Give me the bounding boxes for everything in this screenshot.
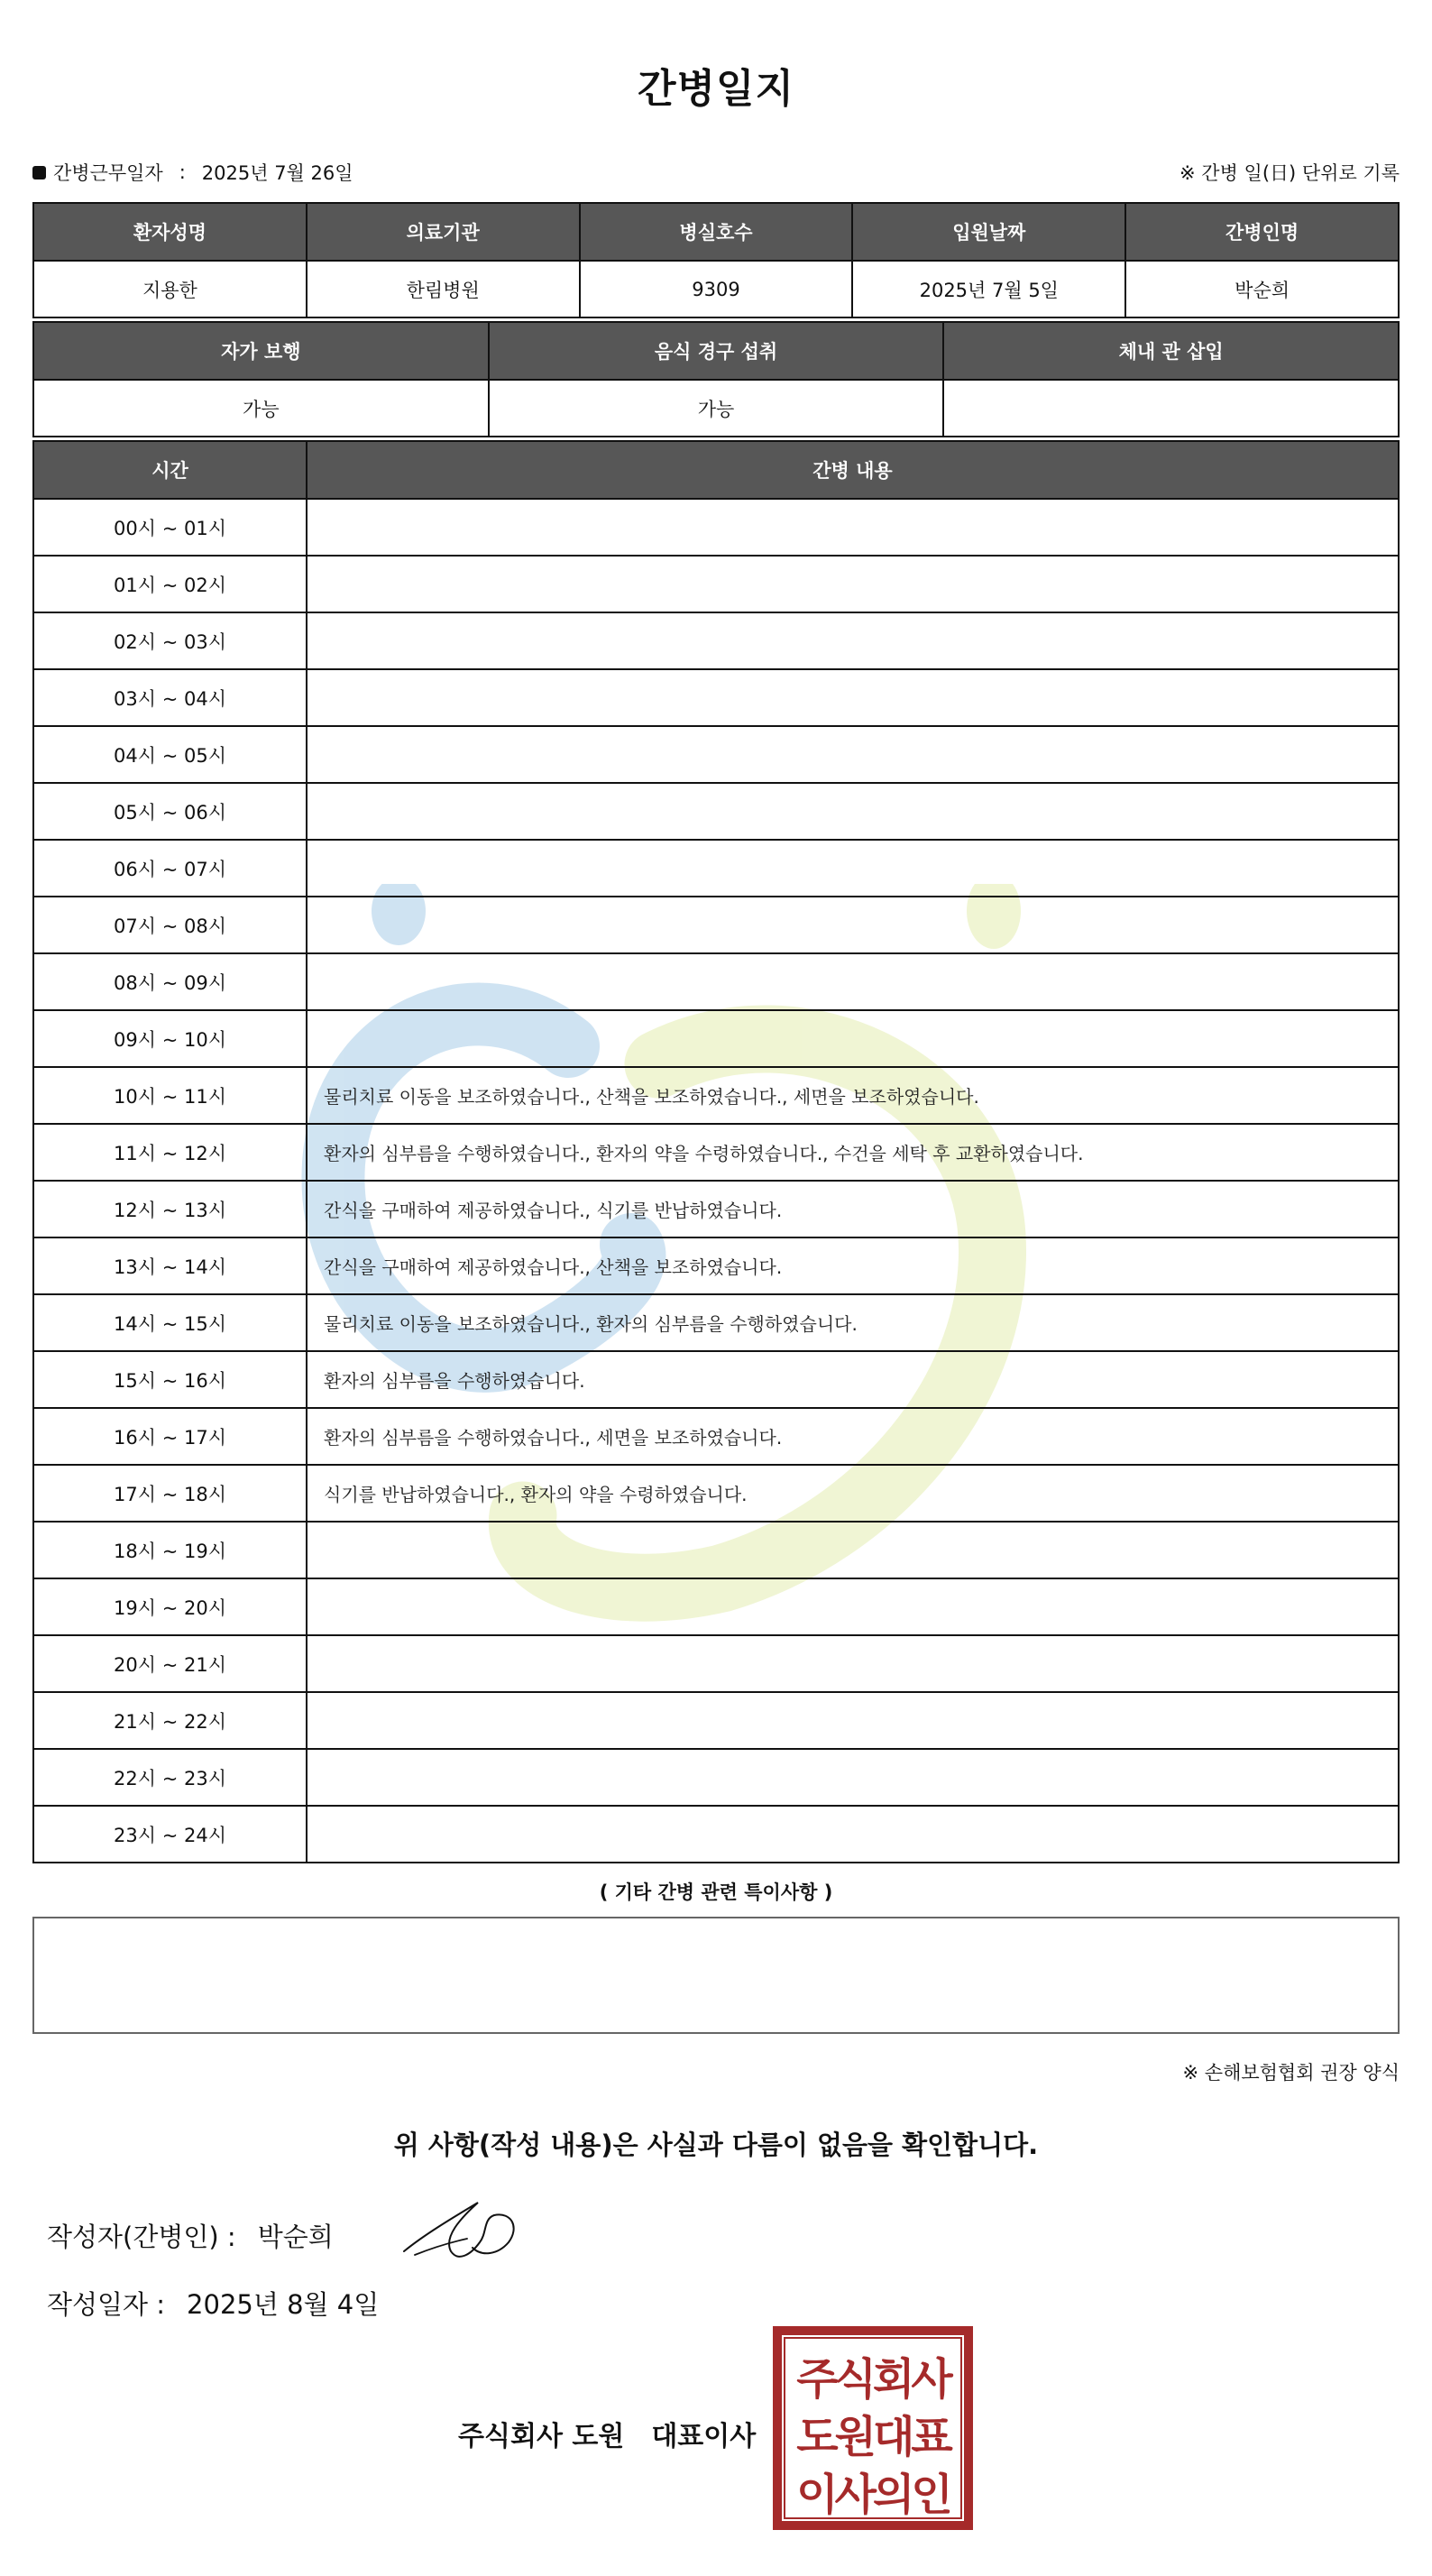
table-row xyxy=(33,1067,1399,1124)
header-care-content: 간병 내용 xyxy=(307,441,1399,499)
time-slot: 06시 ~ 07시 xyxy=(33,840,307,897)
care-content: 간식을 구매하여 제공하였습니다., 산책을 보조하였습니다. xyxy=(307,1237,1399,1294)
care-content: 환자의 심부름을 수행하였습니다., 환자의 약을 수령하였습니다., 수건을 세탁 후 교환하였습니다. xyxy=(307,1124,1399,1181)
care-content xyxy=(307,897,1399,953)
work-date-label: 간병근무일자 xyxy=(53,162,163,184)
time-slot: 20시 ~ 21시 xyxy=(33,1635,307,1692)
care-content xyxy=(307,1635,1399,1692)
patient-info-table xyxy=(32,202,1400,318)
table-row xyxy=(33,612,1399,669)
written-date-label: 작성일자 : xyxy=(47,2289,166,2320)
patient-name: 지용한 xyxy=(33,261,307,317)
time-slot: 00시 ~ 01시 xyxy=(33,499,307,556)
care-content xyxy=(307,669,1399,726)
company-seal xyxy=(772,2325,974,2531)
table-row xyxy=(33,1010,1399,1067)
table-row xyxy=(33,1578,1399,1635)
care-content xyxy=(307,612,1399,669)
time-slot: 08시 ~ 09시 xyxy=(33,953,307,1010)
care-content xyxy=(307,783,1399,840)
time-slot: 12시 ~ 13시 xyxy=(33,1181,307,1237)
header-patient-name: 환자성명 xyxy=(33,203,307,261)
care-content xyxy=(307,1692,1399,1749)
header-caregiver-name: 간병인명 xyxy=(1125,203,1399,261)
table-row xyxy=(33,1465,1399,1522)
table-row xyxy=(33,1124,1399,1181)
table-row xyxy=(33,783,1399,840)
header-row xyxy=(33,441,1399,499)
care-content: 물리치료 이동을 보조하였습니다., 산책을 보조하였습니다., 세면을 보조하였습니다. xyxy=(307,1067,1399,1124)
author-label: 작성자(간병인) : xyxy=(47,2222,236,2252)
author-name: 박순희 xyxy=(257,2222,334,2252)
author-row xyxy=(47,2217,334,2254)
table-row xyxy=(33,1351,1399,1408)
time-slot: 02시 ~ 03시 xyxy=(33,612,307,669)
table-row xyxy=(33,669,1399,726)
remarks-title: ( 기타 간병 관련 특이사항 ) xyxy=(599,1881,833,1903)
table-row xyxy=(33,499,1399,556)
time-slot: 22시 ~ 23시 xyxy=(33,1749,307,1806)
care-content xyxy=(307,1806,1399,1863)
header-room-number: 병실호수 xyxy=(580,203,853,261)
care-content xyxy=(307,1749,1399,1806)
table-row xyxy=(33,1408,1399,1465)
seal-text-line: 이사의인 xyxy=(796,2470,950,2520)
care-content xyxy=(307,556,1399,612)
care-log-body xyxy=(33,499,1399,1863)
time-slot: 17시 ~ 18시 xyxy=(33,1465,307,1522)
care-content xyxy=(307,1522,1399,1578)
table-row xyxy=(33,1692,1399,1749)
patient-ability-table xyxy=(32,321,1400,437)
table-row xyxy=(33,726,1399,783)
table-row xyxy=(33,1806,1399,1863)
care-content xyxy=(307,953,1399,1010)
header-hospital: 의료기관 xyxy=(307,203,580,261)
time-slot: 11시 ~ 12시 xyxy=(33,1124,307,1181)
header-oral-intake: 음식 경구 섭취 xyxy=(489,322,944,380)
care-content: 환자의 심부름을 수행하였습니다. xyxy=(307,1351,1399,1408)
signature xyxy=(397,2192,523,2264)
care-content: 환자의 심부름을 수행하였습니다., 세면을 보조하였습니다. xyxy=(307,1408,1399,1465)
time-slot: 16시 ~ 17시 xyxy=(33,1408,307,1465)
colon: : xyxy=(179,161,186,183)
time-slot: 03시 ~ 04시 xyxy=(33,669,307,726)
company-signature-line xyxy=(458,2414,756,2453)
seal-text-line: 주식회사 xyxy=(796,2354,950,2405)
written-date: 2025년 8월 4일 xyxy=(187,2289,380,2320)
header-self-walking: 자가 보행 xyxy=(33,322,489,380)
care-content xyxy=(307,726,1399,783)
value-row xyxy=(33,261,1399,317)
time-slot: 23시 ~ 24시 xyxy=(33,1806,307,1863)
time-slot: 01시 ~ 02시 xyxy=(33,556,307,612)
time-slot: 10시 ~ 11시 xyxy=(33,1067,307,1124)
header-row xyxy=(33,203,1399,261)
time-slot: 04시 ~ 05시 xyxy=(33,726,307,783)
company-name: 주식회사 도원 xyxy=(458,2421,625,2452)
table-row xyxy=(33,953,1399,1010)
record-unit-note: ※ 간병 일(日) 단위로 기록 xyxy=(1180,162,1400,184)
time-slot: 18시 ~ 19시 xyxy=(33,1522,307,1578)
time-slot: 05시 ~ 06시 xyxy=(33,783,307,840)
care-content xyxy=(307,1578,1399,1635)
header-time: 시간 xyxy=(33,441,307,499)
caregiver-name: 박순희 xyxy=(1125,261,1399,317)
care-log-table xyxy=(32,440,1400,1863)
care-content: 식기를 반납하였습니다., 환자의 약을 수령하였습니다. xyxy=(307,1465,1399,1522)
self-walking: 가능 xyxy=(33,380,489,437)
work-date-row xyxy=(32,159,1400,188)
table-row xyxy=(33,840,1399,897)
seal-text-line: 도원대표 xyxy=(796,2412,950,2462)
table-row xyxy=(33,1635,1399,1692)
tube-insertion xyxy=(943,380,1399,437)
care-content xyxy=(307,1010,1399,1067)
header-tube-insertion: 체내 관 삽입 xyxy=(943,322,1399,380)
table-row xyxy=(33,1181,1399,1237)
representative-title: 대표이사 xyxy=(651,2421,757,2452)
confirmation-statement: 위 사항(작성 내용)은 사실과 다름이 없음을 확인합니다. xyxy=(393,2130,1039,2160)
hospital: 한림병원 xyxy=(307,261,580,317)
table-row xyxy=(33,1749,1399,1806)
time-slot: 14시 ~ 15시 xyxy=(33,1294,307,1351)
bullet-icon xyxy=(32,166,46,179)
care-content xyxy=(307,840,1399,897)
care-content xyxy=(307,499,1399,556)
care-content: 물리치료 이동을 보조하였습니다., 환자의 심부름을 수행하였습니다. xyxy=(307,1294,1399,1351)
remarks-box xyxy=(32,1917,1400,2034)
room-number: 9309 xyxy=(580,261,853,317)
page-title: 간병일지 xyxy=(637,66,794,112)
work-date-value: 2025년 7월 26일 xyxy=(201,162,353,184)
time-slot: 19시 ~ 20시 xyxy=(33,1578,307,1635)
time-slot: 09시 ~ 10시 xyxy=(33,1010,307,1067)
oral-intake: 가능 xyxy=(489,380,944,437)
table-row xyxy=(33,897,1399,953)
header-admission-date: 입원날짜 xyxy=(852,203,1125,261)
form-note: ※ 손해보험협회 권장 양식 xyxy=(1182,2062,1400,2084)
table-row xyxy=(33,1294,1399,1351)
time-slot: 21시 ~ 22시 xyxy=(33,1692,307,1749)
table-row xyxy=(33,556,1399,612)
value-row xyxy=(33,380,1399,437)
header-row xyxy=(33,322,1399,380)
table-row xyxy=(33,1522,1399,1578)
care-content: 간식을 구매하여 제공하였습니다., 식기를 반납하였습니다. xyxy=(307,1181,1399,1237)
time-slot: 15시 ~ 16시 xyxy=(33,1351,307,1408)
time-slot: 13시 ~ 14시 xyxy=(33,1237,307,1294)
table-row xyxy=(33,1237,1399,1294)
written-date-row xyxy=(47,2285,379,2322)
admission-date: 2025년 7월 5일 xyxy=(852,261,1125,317)
time-slot: 07시 ~ 08시 xyxy=(33,897,307,953)
